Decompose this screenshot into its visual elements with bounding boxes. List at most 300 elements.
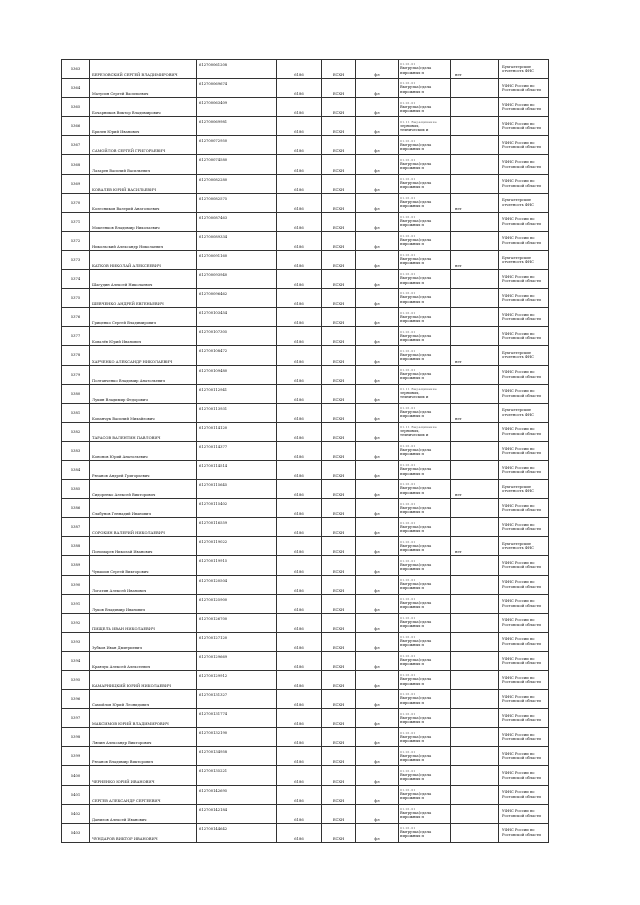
- authority-line-1: УФНС России по: [502, 618, 535, 623]
- tax-regime: ЕСХН: [322, 690, 356, 709]
- person-name: КОВАЛЕВ ЮРИЙ ВАСИЛЬЕВИЧ: [90, 174, 197, 193]
- activity-code: 01.01.01: [400, 138, 416, 143]
- activity-code: 01.01.01: [400, 234, 416, 239]
- tax-office-code: 6186: [277, 365, 322, 384]
- activity-cell: [399, 136, 451, 155]
- row-number: 5379: [62, 365, 90, 384]
- tax-office-code: 6186: [277, 499, 322, 518]
- authority-cell: [499, 346, 549, 365]
- authority-line-2: Ростовской области: [502, 832, 541, 837]
- activity-cell: [399, 518, 451, 537]
- table-row: [62, 613, 549, 632]
- person-name: ХАРЧЕНКО АЛЕКСАНДР НИКОЛАЕВИЧ: [90, 346, 197, 365]
- activity-line-1: Выгрузка(сдача: [400, 581, 432, 586]
- person-name: Брилев Юрий Иванович: [90, 117, 197, 136]
- authority-cell: [499, 327, 549, 346]
- activity-line-2: пирожных п: [400, 280, 424, 285]
- authority-line-1: УФНС России по: [502, 160, 535, 165]
- authority-line-2: отчетность ФНС: [502, 259, 534, 264]
- tax-office-code: 6186: [277, 441, 322, 460]
- authority-cell: [499, 747, 549, 766]
- reporting-flag: [451, 785, 499, 804]
- authority-line-1: УФНС России по: [502, 331, 535, 336]
- table-row: [62, 327, 549, 346]
- reporting-flag: нет: [451, 250, 499, 269]
- tax-office-code: 6186: [277, 556, 322, 575]
- tax-regime: ЕСХН: [322, 480, 356, 499]
- authority-line-1: Бухгалтерские: [502, 351, 532, 356]
- authority-line-2: Ростовской области: [502, 183, 541, 188]
- row-number: 5397: [62, 709, 90, 728]
- activity-cell: [399, 480, 451, 499]
- row-number: 5369: [62, 174, 90, 193]
- activity-code: 01.01.01: [400, 596, 416, 601]
- row-number: 5371: [62, 212, 90, 231]
- inn-number: 612700074580: [197, 155, 277, 174]
- activity-line-1: Выгрузка(сдача: [400, 677, 432, 682]
- activity-line-1: Выгрузка(сдача: [400, 562, 432, 567]
- activity-line-2: пирожных п: [400, 376, 424, 381]
- authority-cell: [499, 289, 549, 308]
- tax-office-code: 6186: [277, 98, 322, 117]
- reporting-flag: [451, 422, 499, 441]
- authority-line-1: Бухгалтерские: [502, 198, 532, 203]
- table-row: [62, 823, 549, 842]
- person-type: фл: [356, 308, 399, 327]
- activity-line-1: Выгрузка(сдача: [400, 639, 432, 644]
- tax-regime: ЕСХН: [322, 270, 356, 289]
- person-name: Пономарев Николай Иванович: [90, 537, 197, 556]
- tax-office-code: 6186: [277, 747, 322, 766]
- inn-number: 612700082280: [197, 174, 277, 193]
- person-name: Луков Владимир Иванович: [90, 594, 197, 613]
- authority-cell: [499, 671, 549, 690]
- person-name: СЕРГЕВ АЛЕКСАНДР СЕРГЕЕВИЧ: [90, 785, 197, 804]
- reporting-flag: [451, 384, 499, 403]
- row-number: 5401: [62, 785, 90, 804]
- authority-line-2: Ростовской области: [502, 622, 541, 627]
- activity-line-2: пирожных п: [400, 490, 424, 495]
- tax-regime: ЕСХН: [322, 193, 356, 212]
- activity-code: 01.01.01: [400, 253, 416, 258]
- inn-number: 612700132190: [197, 728, 277, 747]
- authority-line-1: УФНС России по: [502, 656, 535, 661]
- authority-line-2: Ростовской области: [502, 221, 541, 226]
- person-name: ЧУНДАРОВ ВИКТОР ИВАНОВИЧ: [90, 823, 197, 842]
- table-row: [62, 308, 549, 327]
- tax-office-code: 6186: [277, 690, 322, 709]
- activity-cell: [399, 155, 451, 174]
- activity-line-1: Выгрузка(сдача: [400, 543, 432, 548]
- activity-cell: [399, 384, 451, 403]
- authority-line-1: УФНС России по: [502, 732, 535, 737]
- tax-regime: ЕСХН: [322, 651, 356, 670]
- tax-office-code: 6186: [277, 117, 322, 136]
- activity-line-2: пирожных п: [400, 509, 424, 514]
- authority-line-1: УФНС России по: [502, 389, 535, 394]
- tax-regime: ЕСХН: [322, 231, 356, 250]
- table-row: [62, 136, 549, 155]
- tax-regime: ЕСХН: [322, 823, 356, 842]
- authority-line-2: Ростовской области: [502, 240, 541, 245]
- activity-line-2: пирожных п: [400, 566, 424, 571]
- authority-line-2: Ростовской области: [502, 756, 541, 761]
- activity-cell: [399, 270, 451, 289]
- activity-cell: [399, 823, 451, 842]
- row-number: 5363: [62, 60, 90, 79]
- authority-cell: [499, 117, 549, 136]
- row-number: 5392: [62, 613, 90, 632]
- tax-office-code: 6186: [277, 346, 322, 365]
- activity-line-1: Выгрузка(сдача: [400, 811, 432, 815]
- authority-line-1: УФНС России по: [502, 771, 535, 776]
- person-name: КАТКОВ НИКОЛАЙ АЛЕКСЕЕВИЧ: [90, 250, 197, 269]
- authority-line-2: Ростовской области: [502, 527, 541, 532]
- activity-line-2: пирожных п: [400, 166, 424, 171]
- person-type: фл: [356, 785, 399, 804]
- activity-cell: [399, 60, 451, 79]
- person-type: фл: [356, 690, 399, 709]
- row-number: 5373: [62, 250, 90, 269]
- authority-cell: [499, 136, 549, 155]
- row-number: 5365: [62, 98, 90, 117]
- person-name: Сидоренко Алексей Викторович: [90, 480, 197, 499]
- activity-code: 01.11 Выращивание: [400, 386, 437, 391]
- activity-line-2: пирожных п: [400, 452, 424, 457]
- activity-cell: [399, 117, 451, 136]
- inn-number: 612700144642: [197, 823, 277, 842]
- authority-line-2: отчетность ФНС: [502, 412, 534, 417]
- authority-cell: [499, 384, 549, 403]
- person-type: фл: [356, 594, 399, 613]
- table-row: [62, 365, 549, 384]
- activity-line-1: Выгрузка(сдача: [400, 696, 432, 701]
- authority-line-1: УФНС России по: [502, 675, 535, 680]
- reporting-flag: [451, 270, 499, 289]
- tax-regime: ЕСХН: [322, 804, 356, 823]
- activity-line-1: зерновых,: [400, 123, 420, 128]
- person-type: фл: [356, 766, 399, 785]
- person-type: фл: [356, 613, 399, 632]
- row-number: 5390: [62, 575, 90, 594]
- inn-number: 612700116559: [197, 518, 277, 537]
- person-name: Лазарев Василий Васильевич: [90, 155, 197, 174]
- activity-code: 01.01.01: [400, 616, 416, 621]
- activity-line-1: Выгрузка(сдача: [400, 715, 432, 720]
- activity-cell: [399, 575, 451, 594]
- authority-cell: [499, 60, 549, 79]
- reporting-flag: [451, 690, 499, 709]
- activity-line-2: пирожных п: [400, 681, 424, 686]
- authority-line-2: Ростовской области: [502, 680, 541, 685]
- inn-number: 612700061208: [197, 60, 277, 79]
- person-name: Матусин Сергей Васильевич: [90, 79, 197, 98]
- inn-number: 612700125900: [197, 594, 277, 613]
- authority-cell: [499, 690, 549, 709]
- authority-cell: [499, 556, 549, 575]
- reporting-flag: нет: [451, 403, 499, 422]
- activity-line-2: пирожных п: [400, 624, 424, 629]
- inn-number: 612700089334: [197, 231, 277, 250]
- tax-office-code: 6186: [277, 785, 322, 804]
- activity-line-1: Выгрузка(сдача: [400, 85, 432, 90]
- activity-code: 01.01.01: [400, 673, 416, 678]
- table-row: [62, 212, 549, 231]
- authority-cell: [499, 575, 549, 594]
- table-row: [62, 804, 549, 823]
- authority-cell: [499, 460, 549, 479]
- table-body: [62, 60, 549, 843]
- authority-line-1: УФНС России по: [502, 503, 535, 508]
- activity-cell: [399, 403, 451, 422]
- person-name: Кравчук Алексей Алексеевич: [90, 651, 197, 670]
- activity-line-1: Выгрузка(сдача: [400, 314, 432, 319]
- activity-line-1: Выгрузка(сдача: [400, 410, 432, 415]
- row-number: 5400: [62, 766, 90, 785]
- person-name: Данилов Алексей Иванович: [90, 804, 197, 823]
- authority-line-2: Ростовской области: [502, 126, 541, 131]
- reporting-flag: [451, 613, 499, 632]
- person-name: ШЕВЧЕНКО АНДРЕЙ ЕВГЕНЬЕВИЧ: [90, 289, 197, 308]
- activity-line-2: пирожных п: [400, 89, 424, 94]
- inn-number: 612700114377: [197, 441, 277, 460]
- authority-line-2: отчетность ФНС: [502, 546, 534, 551]
- authority-line-2: Ростовской области: [502, 145, 541, 150]
- inn-number: 612700082575: [197, 193, 277, 212]
- reporting-flag: [451, 79, 499, 98]
- person-type: фл: [356, 480, 399, 499]
- tax-regime: ЕСХН: [322, 709, 356, 728]
- row-number: 5372: [62, 231, 90, 250]
- activity-line-1: Выгрузка(сдача: [400, 524, 432, 529]
- inn-number: 612700131774: [197, 709, 277, 728]
- reporting-flag: [451, 728, 499, 747]
- inn-number: 612700129669: [197, 651, 277, 670]
- reporting-flag: [451, 327, 499, 346]
- authority-line-2: Ростовской области: [502, 336, 541, 341]
- authority-line-2: отчетность ФНС: [502, 355, 534, 360]
- tax-regime: ЕСХН: [322, 346, 356, 365]
- person-type: фл: [356, 346, 399, 365]
- tax-office-code: 6186: [277, 480, 322, 499]
- tax-regime: ЕСХН: [322, 518, 356, 537]
- activity-cell: [399, 193, 451, 212]
- activity-line-2: пирожных п: [400, 605, 424, 610]
- activity-code: 01.01.01: [400, 501, 416, 506]
- activity-line-1: Выгрузка(сдача: [400, 161, 432, 166]
- row-number: 5381: [62, 403, 90, 422]
- tax-regime: ЕСХН: [322, 384, 356, 403]
- tax-regime: ЕСХН: [322, 785, 356, 804]
- table-row: [62, 250, 549, 269]
- authority-line-2: Ростовской области: [502, 813, 541, 818]
- inn-number: 612700069674: [197, 79, 277, 98]
- reporting-flag: [451, 308, 499, 327]
- reporting-flag: [451, 671, 499, 690]
- activity-cell: [399, 98, 451, 117]
- inn-number: 612700114514: [197, 460, 277, 479]
- authority-line-1: УФНС России по: [502, 121, 535, 126]
- activity-line-1: Выгрузка(сдача: [400, 238, 432, 243]
- activity-code: 01.01.01: [400, 577, 416, 582]
- inn-number: 612700119915: [197, 556, 277, 575]
- activity-line-1: Выгрузка(сдача: [400, 620, 432, 625]
- activity-code: 01.01.01: [400, 291, 416, 296]
- activity-line-2: пирожных п: [400, 796, 424, 801]
- person-name: Чувашов Сергей Викторович: [90, 556, 197, 575]
- tax-regime: ЕСХН: [322, 60, 356, 79]
- activity-line-2: пирожных п: [400, 700, 424, 705]
- table-row: [62, 98, 549, 117]
- row-number: 5370: [62, 193, 90, 212]
- activity-line-2: пирожных п: [400, 318, 424, 323]
- activity-code: 01.01.01: [400, 157, 416, 162]
- person-type: фл: [356, 556, 399, 575]
- tax-regime: ЕСХН: [322, 403, 356, 422]
- table-row: [62, 537, 549, 556]
- tax-regime: ЕСХН: [322, 289, 356, 308]
- activity-line-2: пирожных п: [400, 204, 424, 209]
- person-type: фл: [356, 403, 399, 422]
- activity-line-1: Выгрузка(сдача: [400, 200, 432, 204]
- activity-code: 01.01.01: [400, 730, 416, 735]
- activity-line-1: Выгрузка(сдача: [400, 66, 432, 71]
- reporting-flag: [451, 117, 499, 136]
- activity-code: 01.01.01: [400, 444, 416, 449]
- person-name: САМОЙЛОВ СЕРГЕЙ ГРИГОРЬЕВИЧ: [90, 136, 197, 155]
- inn-number: 612700072950: [197, 136, 277, 155]
- tax-office-code: 6186: [277, 460, 322, 479]
- authority-line-1: УФНС России по: [502, 427, 535, 432]
- activity-line-1: Выгрузка(сдача: [400, 791, 432, 796]
- activity-cell: [399, 766, 451, 785]
- activity-line-2: пирожных п: [400, 528, 424, 533]
- row-number: 5364: [62, 79, 90, 98]
- authority-line-1: УФНС России по: [502, 522, 535, 527]
- activity-code: 01.01.01: [400, 272, 416, 277]
- tax-regime: ЕСХН: [322, 671, 356, 690]
- authority-cell: [499, 212, 549, 231]
- row-number: 5376: [62, 308, 90, 327]
- reporting-flag: [451, 709, 499, 728]
- reporting-flag: нет: [451, 537, 499, 556]
- activity-code: 01.01.01: [400, 768, 416, 773]
- activity-code: 01.01.01: [400, 348, 416, 353]
- table-row: [62, 231, 549, 250]
- authority-cell: [499, 594, 549, 613]
- person-name: ПИЩЕЛЬ ИВАН НИКОЛАЕВИЧ: [90, 613, 197, 632]
- tax-office-code: 6186: [277, 327, 322, 346]
- reporting-flag: [451, 518, 499, 537]
- tax-regime: ЕСХН: [322, 594, 356, 613]
- tax-regime: ЕСХН: [322, 365, 356, 384]
- activity-line-1: Выгрузка(сдача: [400, 142, 432, 147]
- authority-line-2: Ростовской области: [502, 431, 541, 436]
- authority-line-1: УФНС России по: [502, 370, 535, 375]
- activity-code: 01.01.01: [400, 807, 416, 811]
- person-type: фл: [356, 79, 399, 98]
- person-type: фл: [356, 174, 399, 193]
- reporting-flag: [451, 594, 499, 613]
- activity-code: 01.11 Выращивание: [400, 425, 437, 430]
- person-type: фл: [356, 270, 399, 289]
- row-number: 5368: [62, 155, 90, 174]
- activity-line-1: зерновых,: [400, 390, 420, 395]
- activity-code: 01.01.01: [400, 692, 416, 697]
- row-number: 5399: [62, 747, 90, 766]
- tax-regime: ЕСХН: [322, 632, 356, 651]
- row-number: 5384: [62, 460, 90, 479]
- row-number: 5385: [62, 480, 90, 499]
- person-name: Ляпин Александр Викторович: [90, 728, 197, 747]
- activity-line-2: пирожных п: [400, 719, 424, 724]
- person-type: фл: [356, 747, 399, 766]
- activity-cell: [399, 671, 451, 690]
- tax-regime: ЕСХН: [322, 327, 356, 346]
- activity-line-2: пирожных п: [400, 70, 424, 75]
- authority-line-1: УФНС России по: [502, 102, 535, 107]
- authority-line-2: Ростовской области: [502, 393, 541, 398]
- table-row: [62, 441, 549, 460]
- tax-regime: ЕСХН: [322, 613, 356, 632]
- authority-line-2: Ростовской области: [502, 718, 541, 723]
- authority-line-1: УФНС России по: [502, 713, 535, 718]
- person-name: Бочарников Виктор Владимирович: [90, 98, 197, 117]
- authority-cell: [499, 365, 549, 384]
- inn-number: 612700142184: [197, 804, 277, 823]
- activity-code: 01.01.01: [400, 787, 416, 792]
- row-number: 5374: [62, 270, 90, 289]
- activity-cell: [399, 499, 451, 518]
- person-type: фл: [356, 632, 399, 651]
- tax-regime: ЕСХН: [322, 499, 356, 518]
- person-type: фл: [356, 441, 399, 460]
- row-number: 5378: [62, 346, 90, 365]
- person-type: фл: [356, 518, 399, 537]
- activity-code: 01.01.01: [400, 62, 416, 67]
- table-row: [62, 422, 549, 441]
- activity-line-1: Выгрузка(сдача: [400, 371, 432, 376]
- activity-line-2: пирожных п: [400, 299, 424, 304]
- activity-line-2: пирожных п: [400, 261, 424, 266]
- row-number: 5396: [62, 690, 90, 709]
- activity-line-2: пирожных п: [400, 471, 424, 476]
- inn-number: 612700115645: [197, 480, 277, 499]
- activity-line-2: пирожных п: [400, 777, 424, 782]
- reporting-flag: нет: [451, 480, 499, 499]
- authority-cell: [499, 98, 549, 117]
- reporting-flag: [451, 212, 499, 231]
- reporting-flag: [451, 632, 499, 651]
- authority-line-1: УФНС России по: [502, 141, 535, 146]
- activity-line-2: технических и: [400, 395, 429, 400]
- row-number: 5366: [62, 117, 90, 136]
- table-row: [62, 499, 549, 518]
- person-type: фл: [356, 289, 399, 308]
- row-number: 5395: [62, 671, 90, 690]
- activity-cell: [399, 613, 451, 632]
- activity-line-1: Выгрузка(сдача: [400, 257, 432, 262]
- tax-regime: ЕСХН: [322, 174, 356, 193]
- authority-cell: [499, 651, 549, 670]
- person-name: Лукин Владимир Федорович: [90, 384, 197, 403]
- reporting-flag: [451, 231, 499, 250]
- row-number: 5403: [62, 823, 90, 842]
- activity-line-2: технических и: [400, 433, 429, 438]
- activity-line-1: Выгрузка(сдача: [400, 352, 432, 357]
- table-row: [62, 346, 549, 365]
- authority-line-1: УФНС России по: [502, 809, 535, 814]
